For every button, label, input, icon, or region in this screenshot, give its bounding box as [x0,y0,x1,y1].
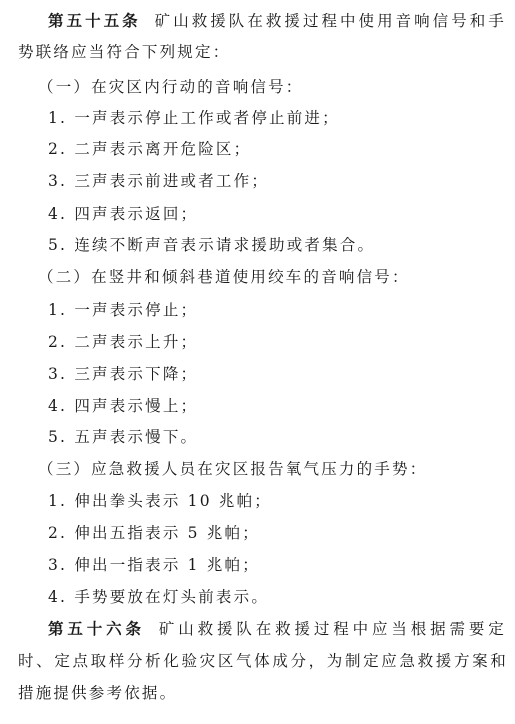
section-1-heading: （一）在灾区内行动的音响信号： [38,78,304,96]
section-1-item-1: 1. 一声表示停止工作或者停止前进； [48,109,340,127]
article-55-number: 第五十五条 [48,11,141,30]
section-1-item-4: 4. 四声表示返回； [48,205,199,223]
article-56-number: 第五十六条 [48,619,145,638]
section-1-item-3: 3. 三声表示前进或者工作； [48,172,270,190]
section-2-item-2: 2. 二声表示上升； [48,333,199,351]
article-55-first-line [48,6,506,36]
article-56-text-line-3: 措施提供参考依据。 [18,684,178,702]
section-2-item-1: 1. 一声表示停止； [48,301,199,319]
section-2-item-5: 5. 五声表示慢下。 [48,428,199,446]
section-3-item-3: 3. 伸出一指表示 1 兆帕； [48,556,260,574]
article-55-text-line-1: 矿山救援队在救援过程中使用音响信号和手 [154,12,506,30]
article-56-text-line-1: 矿山救援队在救援过程中应当根据需要定 [158,620,506,638]
article-56-text-line-2: 时、定点取样分析化验灾区气体成分，为制定应急救援方案和 [18,652,508,670]
article-55-text-line-2: 势联络应当符合下列规定： [18,43,231,61]
section-1-item-5: 5. 连续不断声音表示请求援助或者集合。 [48,236,376,254]
section-2-item-4: 4. 四声表示慢上； [48,397,199,415]
section-3-item-1: 1. 伸出拳头表示 10 兆帕； [48,492,272,510]
section-2-item-3: 3. 三声表示下降； [48,365,199,383]
article-56-first-line [48,614,506,644]
section-1-item-2: 2. 二声表示离开危险区； [48,140,252,158]
section-3-item-2: 2. 伸出五指表示 5 兆帕； [48,524,260,542]
section-3-item-4: 4. 手势要放在灯头前表示。 [48,588,270,606]
section-2-heading: （二）在竖井和倾斜巷道使用绞车的音响信号： [38,268,410,286]
section-3-heading: （三）应急救援人员在灾区报告氧气压力的手势： [38,460,428,478]
